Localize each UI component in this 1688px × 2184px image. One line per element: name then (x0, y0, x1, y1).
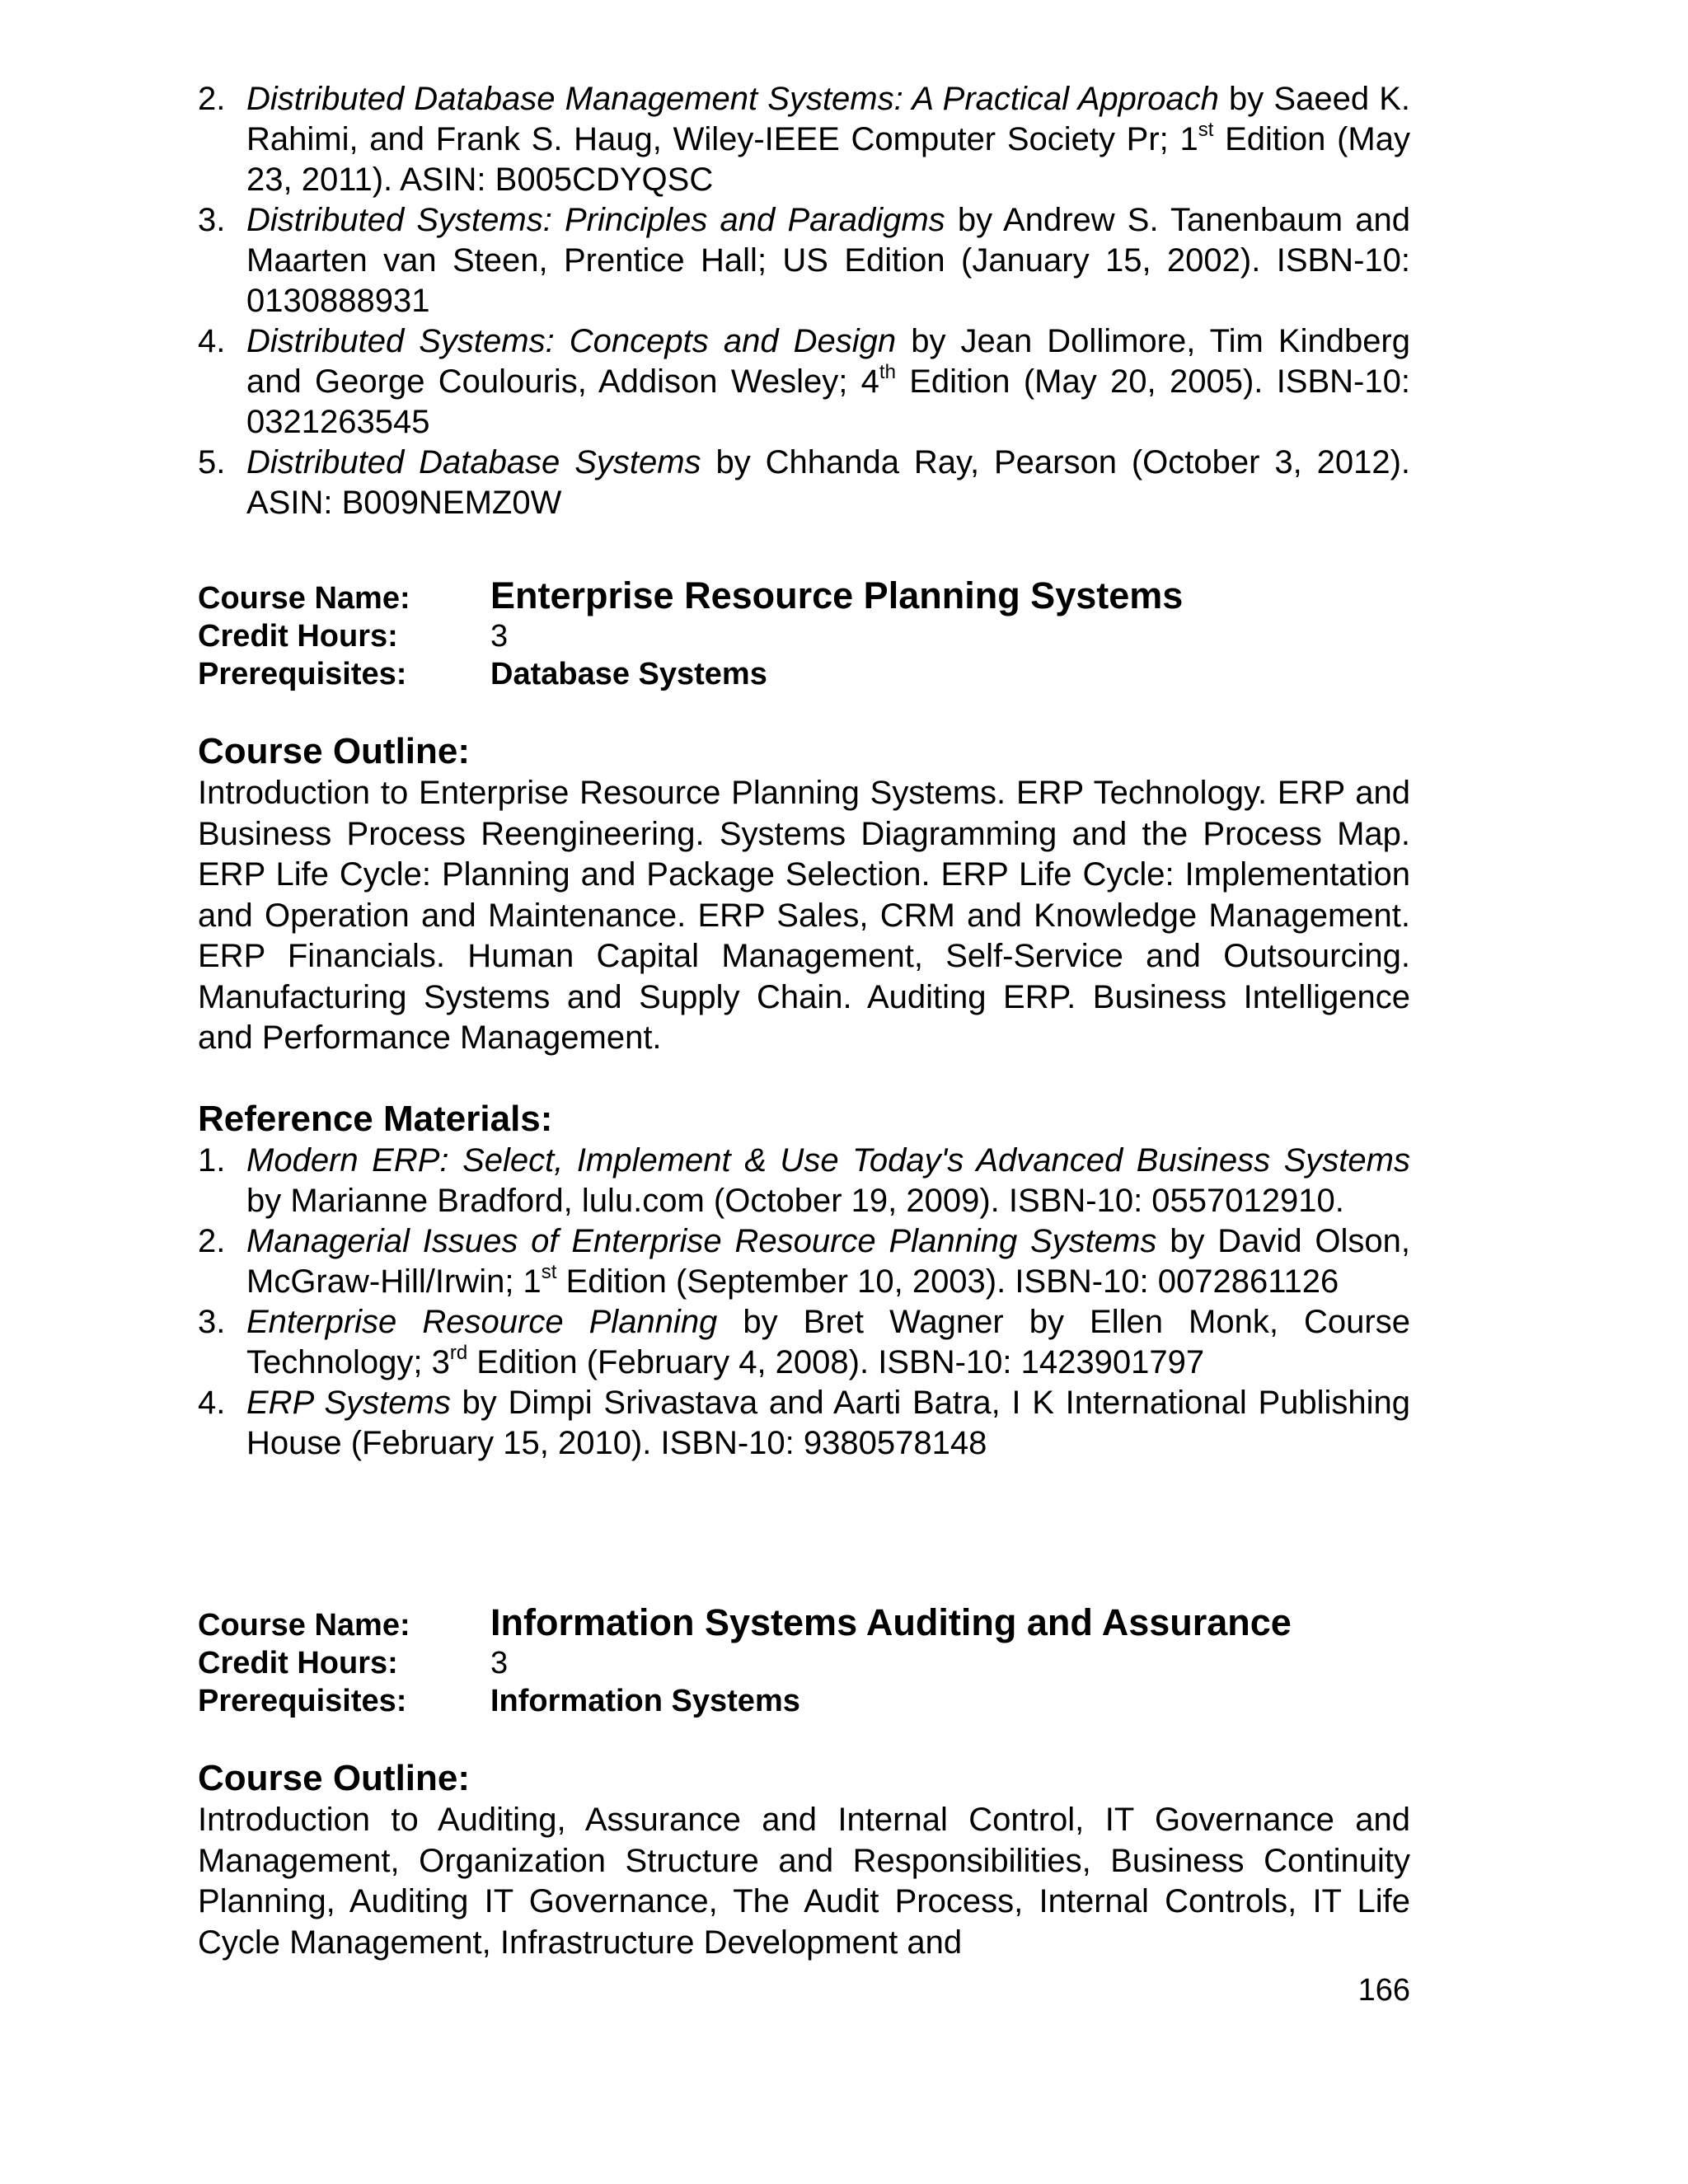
ref-number: 2. (198, 81, 226, 117)
prerequisites-value: Database Systems (490, 657, 767, 691)
ref-text: Distributed Systems: Principles and Paradigms by Andrew S. Tanenbaum and Maarten van Steen, Prentice Hall; US Edition (January 15, 2002). ISBN-10: 0130888931 (246, 202, 1410, 319)
ref-title: Distributed Systems: Concepts and Design (246, 323, 897, 359)
credit-hours-row (198, 1644, 1410, 1682)
ref-number: 2. (198, 1223, 226, 1259)
course-outline-erp (198, 730, 1410, 1059)
ref-title: Enterprise Resource Planning (246, 1304, 718, 1340)
course-name: Enterprise Resource Planning Systems (490, 574, 1184, 616)
course-header-isaa (198, 1601, 1410, 1720)
ref-text: Distributed Database Systems by Chhanda Ray, Pearson (October 3, 2012). ASIN: B009NEMZ0W (246, 444, 1411, 521)
prerequisites-label: Prerequisites: (198, 657, 407, 691)
ref-title: Modern ERP: Select, Implement & Use Today's Advanced Business Systems (246, 1142, 1410, 1179)
course-name: Information Systems Auditing and Assurance (490, 1601, 1292, 1643)
list-item (198, 443, 1410, 523)
prerequisites-value: Information Systems (490, 1684, 800, 1718)
ref-text: Managerial Issues of Enterprise Resource Planning Systems by David Olson, McGraw-Hill/Irwin; 1st Edition (September 10, 2003). ISBN-10: 0072861126 (246, 1223, 1410, 1300)
list-item (198, 1141, 1410, 1221)
course-outline-text: Introduction to Auditing, Assurance and Internal Control, IT Governance and Management, Organization Structure and Responsibilities, Business Continuity Planning, Auditing IT Governance, The Audit Process, Internal Controls, IT Life Cycle Management, Infrastructure Development and (198, 1802, 1410, 1961)
section-heading: Course Outline: (198, 731, 471, 771)
course-name-row (198, 574, 1410, 617)
ref-text: Distributed Systems: Concepts and Design by Jean Dollimore, Tim Kindberg and George Coulouris, Addison Wesley; 4th Edition (May 20, 2005). ISBN-10: 0321263545 (246, 323, 1411, 440)
ref-title: Distributed Database Management Systems: A Practical Approach (246, 81, 1219, 117)
prerequisites-label: Prerequisites: (198, 1684, 407, 1718)
ref-number: 5. (198, 444, 226, 480)
ref-number: 3. (198, 1304, 226, 1340)
reference-materials-erp (198, 1098, 1410, 1464)
course-header-erp (198, 574, 1410, 693)
list-item (198, 1302, 1410, 1383)
prerequisites-row (198, 1682, 1410, 1720)
course-outline-text: Introduction to Enterprise Resource Planning Systems. ERP Technology. ERP and Business Process Reengineering. Systems Diagramming and the Process Map. ERP Life Cycle: Planning and Package Selection. ERP Life Cycle: Implementation and Operation and Maintenance. ERP Sales, CRM and Knowledge Management. ERP Financials. Human Capital Management, Self-Service and Outsourcing. Manufacturing Systems and Supply Chain. Auditing ERP. Business Intelligence and Performance Management. (198, 775, 1410, 1056)
list-item (198, 1221, 1410, 1302)
ref-title: Managerial Issues of Enterprise Resource Planning Systems (246, 1223, 1157, 1259)
ref-title: Distributed Systems: Principles and Paradigms (246, 202, 945, 238)
ref-title: ERP Systems (246, 1385, 451, 1421)
course-name-label: Course Name: (198, 1608, 410, 1643)
ref-text: Distributed Database Management Systems: A Practical Approach by Saeed K. Rahimi, and Frank S. Haug, Wiley-IEEE Computer Society Pr; 1st Edition (May 23, 2011). ASIN: B005CDYQSC (246, 81, 1411, 198)
ref-number: 4. (198, 323, 226, 359)
ref-text: ERP Systems by Dimpi Srivastava and Aarti Batra, I K International Publishing House (February 15, 2010). ISBN-10: 9380578148 (246, 1385, 1411, 1461)
list-item (198, 79, 1410, 200)
ref-number: 4. (198, 1385, 226, 1421)
prev-reference-list (198, 79, 1410, 523)
list-item (198, 200, 1410, 321)
list-item (198, 1383, 1410, 1464)
credit-hours-value: 3 (490, 619, 509, 654)
section-heading: Reference Materials: (198, 1099, 553, 1139)
prerequisites-row (198, 655, 1410, 693)
ref-text: Enterprise Resource Planning by Bret Wagner by Ellen Monk, Course Technology; 3rd Edition (February 4, 2008). ISBN-10: 1423901797 (246, 1304, 1410, 1380)
credit-hours-row (198, 617, 1410, 655)
credit-hours-label: Credit Hours: (198, 619, 398, 654)
list-item (198, 321, 1410, 443)
page-number: 166 (1357, 1973, 1410, 2008)
section-heading: Course Outline: (198, 1758, 471, 1798)
course-name-label: Course Name: (198, 581, 410, 616)
credit-hours-label: Credit Hours: (198, 1646, 398, 1680)
ref-text: Modern ERP: Select, Implement & Use Today's Advanced Business Systems by Marianne Bradford, lulu.com (October 19, 2009). ISBN-10: 0557012910. (246, 1142, 1410, 1219)
ref-title: Distributed Database Systems (246, 444, 701, 480)
credit-hours-value: 3 (490, 1646, 509, 1680)
course-outline-isaa (198, 1757, 1410, 1963)
course-name-row (198, 1601, 1410, 1644)
ref-number: 3. (198, 202, 226, 238)
ref-number: 1. (198, 1142, 226, 1179)
